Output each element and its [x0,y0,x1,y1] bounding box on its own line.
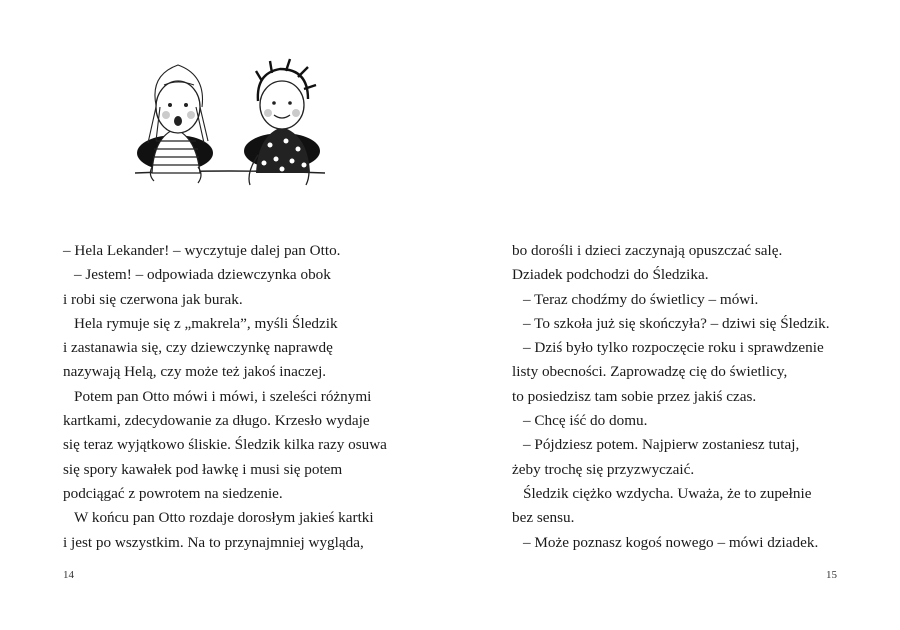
text-line: bo dorośli i dzieci zaczynają opuszczać salę. [512,242,783,259]
text-line: – Chcę iść do domu. [523,412,648,430]
left-page-text [63,239,393,555]
text-line: – Dziś było tylko rozpoczęcie roku i sprawdzenie [523,339,824,357]
text-line: i robi się czerwona jak burak. [63,290,243,308]
text-line: kartkami, zdecydowanie za długo. Krzesło wydaje [63,412,370,430]
text-line: się teraz wyjątkowo śliskie. Śledzik kilka razy osuwa [63,436,387,454]
text-line: Potem pan Otto mówi i mówi, i szeleści różnymi [74,387,372,405]
text-line: i jest po wszystkim. Na to przynajmniej wygląda, [63,533,364,551]
page-number: 14 [63,569,74,581]
text-line: i zastanawia się, czy dziewczynkę naprawdę [63,339,333,357]
text-line: W końcu pan Otto rozdaje dorosłym jakieś kartki [74,509,374,527]
text-line: – Może poznasz kogoś nowego – mówi dziadek. [523,533,819,551]
text-line: Śledzik ciężko wzdycha. Uważa, że to zupełnie [523,484,812,502]
text-line: nazywają Helą, czy może też jakoś inaczej. [63,363,327,381]
right-page-text [512,239,852,555]
text-line: żeby trochę się przyzwyczaić. [512,460,695,478]
text-line: się spory kawałek pod ławkę i musi się potem [63,460,343,478]
text-line: to posiedzisz tam sobie przez jakiś czas. [512,387,757,405]
text-line: Dziadek podchodzi do Śledzika. [512,266,709,284]
text-line: – Jestem! – odpowiada dziewczynka obok [74,266,331,284]
text-line: Hela rymuje się z „makrela”, myśli Śledzik [74,314,338,332]
page-number: 15 [826,569,837,581]
two-children-illustration [130,45,330,195]
text-line: – Hela Lekander! – wyczytuje dalej pan Otto. [63,242,341,259]
right-page [450,0,900,630]
text-line: – To szkoła już się skończyła? – dziwi się Śledzik. [523,314,830,332]
text-line: bez sensu. [512,509,575,527]
text-line: podciągać z powrotem na siedzenie. [63,484,283,502]
text-line: listy obecności. Zaprowadzę cię do świetlicy, [512,363,788,381]
text-line: – Pójdziesz potem. Najpierw zostaniesz tutaj, [523,436,800,454]
text-line: – Teraz chodźmy do świetlicy – mówi. [523,290,759,308]
